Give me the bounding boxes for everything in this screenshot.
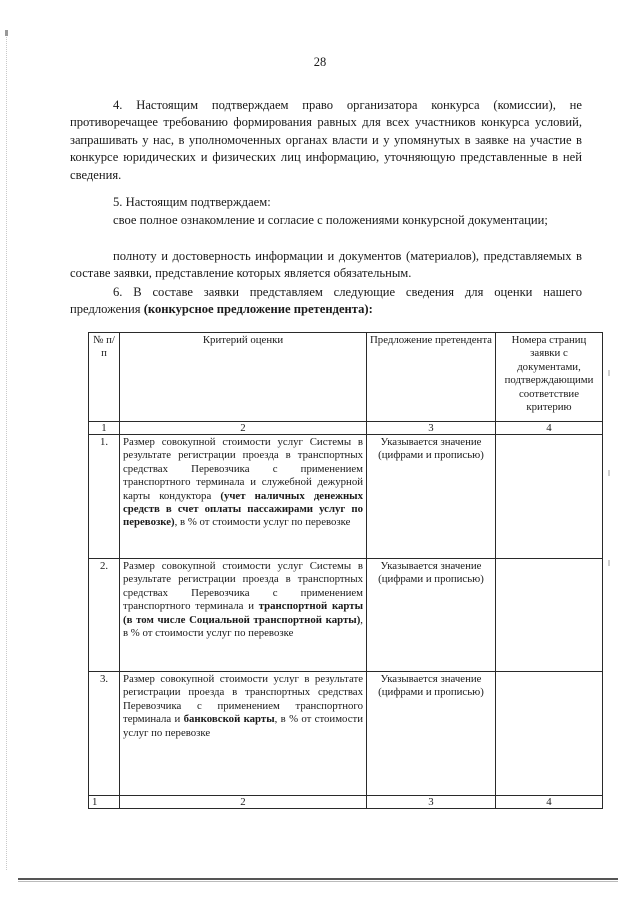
- paragraph-6-text: 6. В составе заявки представляем следующие сведения для оценки нашего предложения: [70, 285, 582, 317]
- scan-speck: [608, 470, 610, 476]
- criteria-table: [88, 332, 603, 809]
- col-number: 1: [89, 796, 120, 809]
- criterion-bold: банковской карты: [183, 713, 275, 726]
- row-criterion: [120, 559, 367, 672]
- col-number: 4: [496, 422, 603, 435]
- row-proposal: Указывается значение (цифрами и прописью): [367, 435, 496, 559]
- row-criterion: [120, 672, 367, 796]
- col-number: 3: [367, 422, 496, 435]
- row-pages: [496, 672, 603, 796]
- criterion-bold: (учет наличных денежных средств в счет оплаты пассажирами услуг по перевозке): [123, 489, 363, 529]
- table-row: [89, 672, 603, 796]
- header-num: № п/п: [89, 333, 120, 422]
- row-pages: [496, 435, 603, 559]
- col-number: 2: [120, 796, 367, 809]
- scan-bottom-edge-shadow: [18, 881, 618, 882]
- criterion-tail: , в % от стоимости услуг по перевозке: [174, 516, 351, 529]
- col-number: 4: [496, 796, 603, 809]
- row-proposal: Указывается значение (цифрами и прописью): [367, 559, 496, 672]
- criterion-text: Размер совокупной стоимости услуг Системы в результате регистрации проезда в транспортных средствах Перевозчика с применением транспортного терминала и служебной дежурной карты кондуктора: [123, 436, 363, 502]
- column-number-row: [89, 422, 603, 435]
- row-pages: [496, 559, 603, 672]
- header-pages: Номера страниц заявки с документами, подтверждающими соответствие критерию: [496, 333, 603, 422]
- page-edge-mark: [5, 30, 8, 36]
- col-number: 2: [120, 422, 367, 435]
- column-number-row-footer: [89, 796, 603, 809]
- header-criterion: Критерий оценки: [120, 333, 367, 422]
- page-edge-guide: [6, 30, 8, 870]
- paragraph-6: [70, 284, 582, 319]
- header-proposal: Предложение претендента: [367, 333, 496, 422]
- table-row: [89, 559, 603, 672]
- criterion-bold: транспортной карты (в том числе Социальной транспортной карты): [123, 600, 363, 626]
- col-number: 3: [367, 796, 496, 809]
- row-number: 2.: [89, 559, 120, 672]
- row-number: 3.: [89, 672, 120, 796]
- page-number: 28: [313, 55, 327, 69]
- table-row: [89, 435, 603, 559]
- criterion-text: Размер совокупной стоимости услуг в результате регистрации проезда в транспортных средствах Перевозчика с применением транспортного терминала и: [123, 673, 363, 726]
- table-header-row: [89, 333, 603, 422]
- row-number: 1.: [89, 435, 120, 559]
- paragraph-5-title: 5. Настоящим подтверждаем:: [113, 195, 271, 209]
- scan-bottom-edge: [18, 878, 618, 880]
- paragraph-5-item-1: свое полное ознакомление и согласие с положениями конкурсной документации;: [113, 213, 548, 227]
- paragraph-4: 4. Настоящим подтверждаем право организатора конкурса (комиссии), не противоречащее требованию формирования равных для всех участников конкурса условий, запрашивать у нас, в уполномоченных органах власти и у упомянутых в заявке на участие в конкурсе юридических и физических лиц информацию, уточняющую представленные в ней сведения.: [70, 98, 582, 182]
- scan-speck: [608, 370, 610, 376]
- criterion-tail: , в % от стоимости услуг по перевозке: [123, 713, 363, 739]
- paragraph-6-bold: (конкурсное предложение претендента):: [143, 302, 373, 317]
- row-criterion: [120, 435, 367, 559]
- col-number: 1: [89, 422, 120, 435]
- row-proposal: Указывается значение (цифрами и прописью): [367, 672, 496, 796]
- paragraph-5-item-2: полноту и достоверность информации и документов (материалов), представляемых в составе заявки, представление которых является обязательным.: [70, 249, 582, 281]
- scan-speck: [608, 560, 610, 566]
- criterion-tail: , в % от стоимости услуг по перевозке: [123, 613, 363, 640]
- criterion-text: Размер совокупной стоимости услуг Системы в результате регистрации проезда в транспортных средствах Перевозчика с применением транспортного терминала и: [123, 560, 363, 613]
